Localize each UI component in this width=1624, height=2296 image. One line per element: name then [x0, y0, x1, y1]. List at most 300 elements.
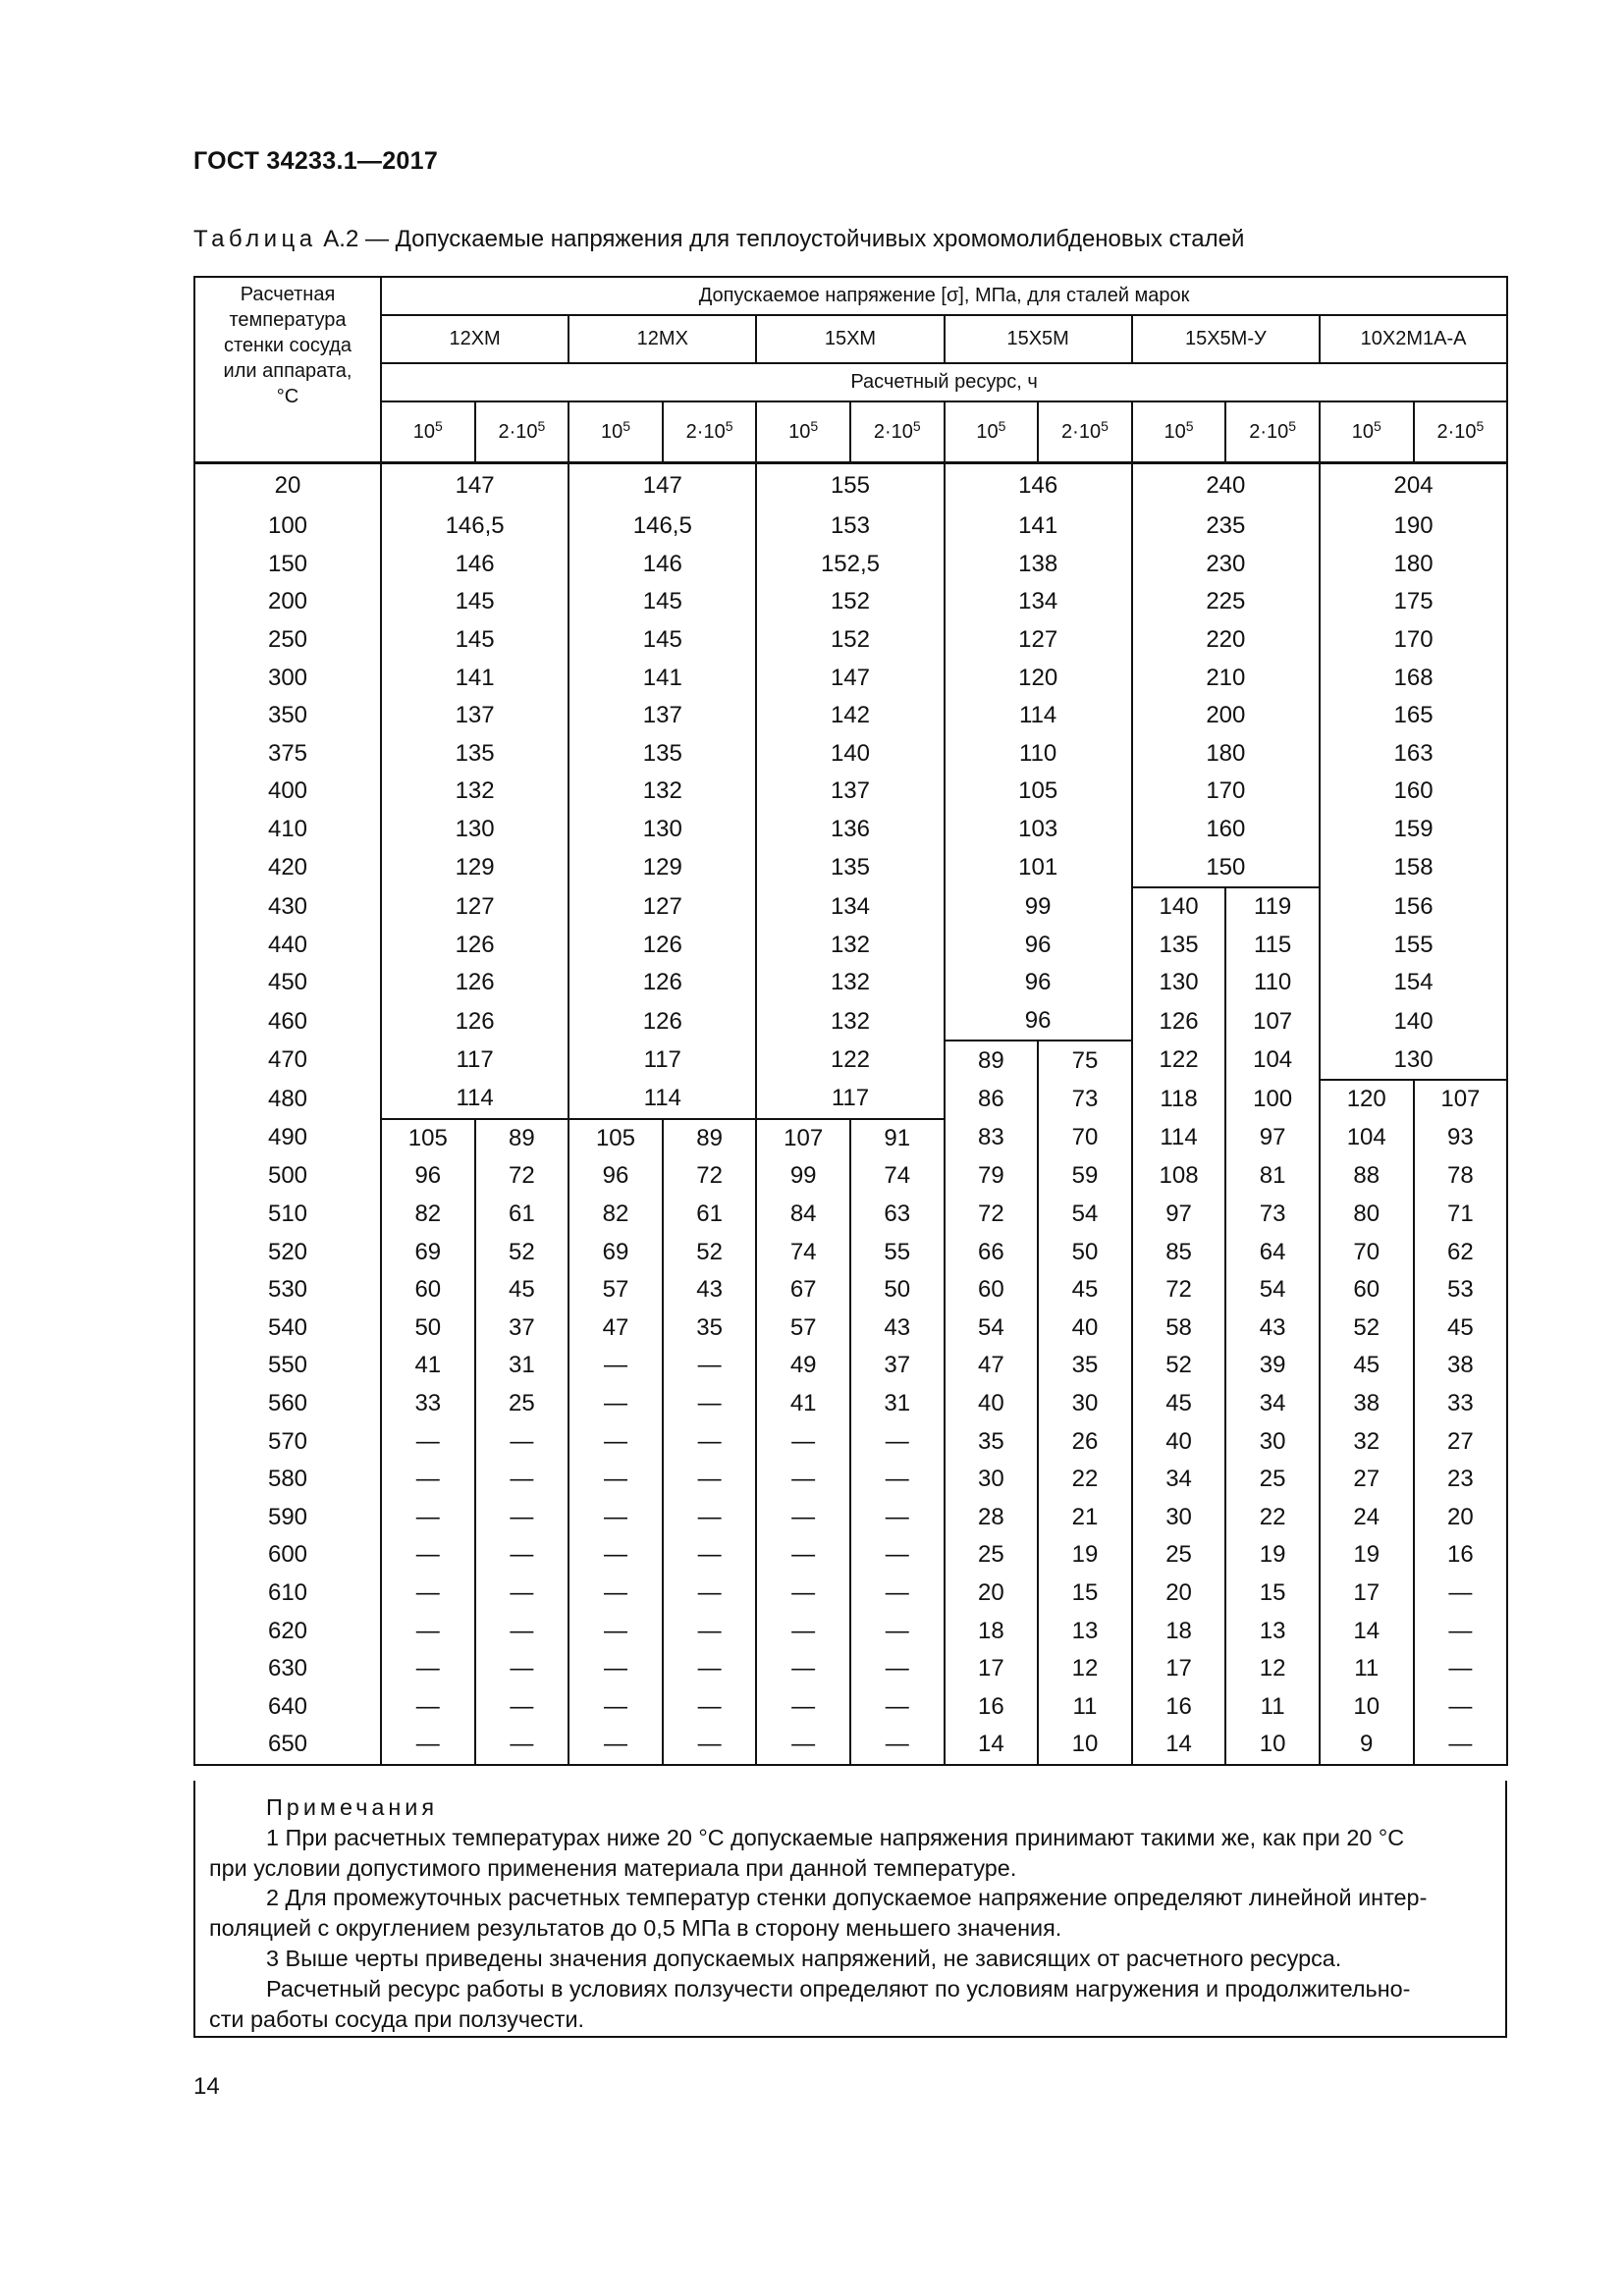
table-row [194, 1385, 1507, 1423]
stress-2e5-cell: — [663, 1461, 757, 1499]
stress-2e5-cell: 45 [1414, 1308, 1508, 1347]
stress-1e5-cell: 60 [945, 1271, 1039, 1309]
stress-1e5-cell: — [568, 1687, 663, 1726]
stress-1e5-cell: 38 [1320, 1385, 1414, 1423]
stress-2e5-cell: 12 [1225, 1650, 1320, 1688]
temperature-cell: 470 [194, 1041, 381, 1080]
stress-2e5-cell: — [850, 1687, 945, 1726]
stress-cell: 135 [381, 735, 568, 774]
stress-2e5-cell: — [663, 1422, 757, 1461]
stress-1e5-cell: 14 [945, 1726, 1039, 1765]
stress-1e5-cell: 72 [945, 1196, 1039, 1234]
temperature-cell: 590 [194, 1498, 381, 1536]
stress-2e5-cell: — [1414, 1575, 1508, 1613]
stress-1e5-cell: — [381, 1612, 475, 1650]
table-row [194, 1002, 1507, 1041]
resource-2e5-header: $2\cdot 10^5$ [1038, 401, 1132, 463]
table-row [194, 1157, 1507, 1196]
resource-1e5-header: $10^5$ [1132, 401, 1226, 463]
stress-cell: 146 [568, 546, 756, 584]
stress-2e5-cell: 91 [850, 1119, 945, 1158]
note-4-line-2: сти работы сосуда при ползучести. [209, 2005, 585, 2032]
stress-2e5-cell: 89 [663, 1119, 757, 1158]
stress-1e5-cell: 135 [1132, 927, 1226, 965]
stress-2e5-cell: — [1414, 1687, 1508, 1726]
stress-2e5-cell: 34 [1225, 1385, 1320, 1423]
temperature-cell: 650 [194, 1726, 381, 1765]
stress-2e5-cell: 93 [1414, 1119, 1508, 1158]
stress-2e5-cell: 22 [1225, 1498, 1320, 1536]
stress-1e5-cell: 97 [1132, 1196, 1226, 1234]
stress-2e5-cell: 73 [1225, 1196, 1320, 1234]
stress-cell: 225 [1132, 583, 1320, 621]
stress-1e5-cell: 104 [1320, 1119, 1414, 1158]
stress-2e5-cell: 39 [1225, 1347, 1320, 1385]
stress-1e5-cell: 49 [756, 1347, 850, 1385]
stress-2e5-cell: 78 [1414, 1157, 1508, 1196]
stress-cell: 141 [381, 659, 568, 697]
stress-cell: 135 [568, 735, 756, 774]
temperature-cell: 150 [194, 546, 381, 584]
stress-1e5-cell: 32 [1320, 1422, 1414, 1461]
stress-cell: 235 [1132, 507, 1320, 546]
stress-cell: 101 [945, 848, 1132, 887]
stress-1e5-cell: 34 [1132, 1461, 1226, 1499]
stress-2e5-cell: — [663, 1612, 757, 1650]
stress-1e5-cell: 105 [568, 1119, 663, 1158]
stress-2e5-cell: 52 [475, 1233, 569, 1271]
stress-1e5-cell: 84 [756, 1196, 850, 1234]
temperature-cell: 410 [194, 811, 381, 849]
stress-cell: 99 [945, 887, 1132, 927]
stress-2e5-cell: 64 [1225, 1233, 1320, 1271]
document-id: ГОСТ 34233.1—2017 [193, 147, 439, 175]
stress-cell: 140 [1320, 1002, 1507, 1041]
stress-2e5-cell: 71 [1414, 1196, 1508, 1234]
stress-2e5-cell: — [663, 1650, 757, 1688]
stress-cell: 230 [1132, 546, 1320, 584]
table-caption [193, 226, 1244, 253]
temp-header-line: Расчетная [240, 284, 336, 305]
stress-2e5-cell: 100 [1225, 1080, 1320, 1119]
stress-1e5-cell: 57 [756, 1308, 850, 1347]
stress-cell: 170 [1320, 621, 1507, 660]
stress-2e5-cell: 45 [475, 1271, 569, 1309]
stress-cell: 130 [568, 811, 756, 849]
stress-cell: 126 [568, 927, 756, 965]
resource-1e5-header: $10^5$ [381, 401, 475, 463]
stress-cell: 146 [381, 546, 568, 584]
stress-1e5-cell: 41 [381, 1347, 475, 1385]
stress-2e5-cell: 27 [1414, 1422, 1508, 1461]
stress-1e5-cell: — [381, 1726, 475, 1765]
stress-1e5-cell: — [568, 1347, 663, 1385]
stress-2e5-cell: 10 [1038, 1726, 1132, 1765]
stress-cell: 142 [756, 697, 944, 735]
stress-2e5-cell: 72 [475, 1157, 569, 1196]
resource-1e5-header: $10^5$ [1320, 401, 1414, 463]
stress-1e5-cell: 47 [568, 1308, 663, 1347]
stress-1e5-cell: 96 [381, 1157, 475, 1196]
stress-1e5-cell: 72 [1132, 1271, 1226, 1309]
stress-2e5-cell: — [850, 1650, 945, 1688]
stress-1e5-cell: 122 [1132, 1041, 1226, 1080]
stress-1e5-cell: 82 [381, 1196, 475, 1234]
stress-1e5-cell: 86 [945, 1080, 1039, 1119]
stress-1e5-cell: 50 [381, 1308, 475, 1347]
stress-2e5-cell: 37 [475, 1308, 569, 1347]
stress-cell: 146 [945, 463, 1132, 508]
stress-2e5-cell: 20 [1414, 1498, 1508, 1536]
table-row [194, 887, 1507, 927]
stress-1e5-cell: — [756, 1650, 850, 1688]
stress-2e5-cell: 15 [1225, 1575, 1320, 1613]
stress-cell: 137 [568, 697, 756, 735]
stress-1e5-cell: 18 [945, 1612, 1039, 1650]
stress-2e5-cell: — [1414, 1726, 1508, 1765]
temperature-cell: 20 [194, 463, 381, 508]
stress-cell: 126 [568, 1002, 756, 1041]
caption-prefix: Таблица [193, 226, 317, 252]
stress-1e5-cell: 82 [568, 1196, 663, 1234]
page-number: 14 [193, 2073, 220, 2100]
stress-2e5-cell: — [475, 1650, 569, 1688]
stress-1e5-cell: 70 [1320, 1233, 1414, 1271]
stress-2e5-cell: — [475, 1687, 569, 1726]
stress-cell: 117 [568, 1041, 756, 1080]
stress-1e5-cell: 79 [945, 1157, 1039, 1196]
temperature-cell: 520 [194, 1233, 381, 1271]
stress-2e5-cell: 37 [850, 1347, 945, 1385]
stress-2e5-cell: 45 [1038, 1271, 1132, 1309]
stress-2e5-cell: 62 [1414, 1233, 1508, 1271]
stress-cell: 147 [568, 463, 756, 508]
stress-2e5-cell: — [663, 1536, 757, 1575]
stress-1e5-cell: — [568, 1612, 663, 1650]
stress-2e5-cell: 73 [1038, 1080, 1132, 1119]
table-row [194, 1119, 1507, 1158]
stress-1e5-cell: 107 [756, 1119, 850, 1158]
table-row [194, 1726, 1507, 1765]
stress-cell: 132 [756, 927, 944, 965]
stress-2e5-cell: 50 [850, 1271, 945, 1309]
table-row [194, 1650, 1507, 1688]
stress-1e5-cell: 80 [1320, 1196, 1414, 1234]
stress-cell: 96 [945, 964, 1132, 1002]
temperature-cell: 460 [194, 1002, 381, 1041]
stress-cell: 132 [756, 964, 944, 1002]
grade-header: 10Х2М1А-А [1320, 315, 1507, 363]
stress-cell: 200 [1132, 697, 1320, 735]
stress-cell: 180 [1132, 735, 1320, 774]
resource-1e5-header: $10^5$ [945, 401, 1039, 463]
stress-1e5-cell: 54 [945, 1308, 1039, 1347]
stress-cell: 114 [568, 1080, 756, 1119]
stress-2e5-cell: 11 [1038, 1687, 1132, 1726]
stress-cell: 127 [381, 887, 568, 927]
stress-cell: 132 [381, 773, 568, 811]
note-1-line-1: 1 При расчетных температурах ниже 20 °С допускаемые напряжения принимают такими же, как при 20 °С [266, 1824, 1405, 1850]
stress-1e5-cell: 17 [1132, 1650, 1226, 1688]
table-row [194, 1461, 1507, 1499]
stress-2e5-cell: — [850, 1461, 945, 1499]
stress-cell: 132 [568, 773, 756, 811]
stress-1e5-cell: 58 [1132, 1308, 1226, 1347]
stress-cell: 141 [945, 507, 1132, 546]
stress-1e5-cell: — [756, 1422, 850, 1461]
stress-1e5-cell: — [568, 1650, 663, 1688]
stress-cell: 110 [945, 735, 1132, 774]
stress-cell: 156 [1320, 887, 1507, 927]
stress-1e5-cell: — [381, 1536, 475, 1575]
table-row [194, 697, 1507, 735]
notes-block [193, 1781, 1507, 2038]
stress-1e5-cell: 17 [945, 1650, 1039, 1688]
stress-1e5-cell: 40 [1132, 1422, 1226, 1461]
stress-2e5-cell: 61 [663, 1196, 757, 1234]
stress-cell: 136 [756, 811, 944, 849]
stress-2e5-cell: — [663, 1347, 757, 1385]
stress-cell: 140 [756, 735, 944, 774]
stress-cell: 152 [756, 621, 944, 660]
table-row [194, 1612, 1507, 1650]
stress-cell: 170 [1132, 773, 1320, 811]
stress-cell: 126 [568, 964, 756, 1002]
stress-1e5-cell: 11 [1320, 1650, 1414, 1688]
stress-cell: 163 [1320, 735, 1507, 774]
temperature-cell: 430 [194, 887, 381, 927]
table-row [194, 735, 1507, 774]
stress-2e5-cell: 52 [663, 1233, 757, 1271]
stress-1e5-cell: 45 [1132, 1385, 1226, 1423]
stress-cell: 117 [381, 1041, 568, 1080]
table-row [194, 848, 1507, 887]
stress-1e5-cell: 114 [1132, 1119, 1226, 1158]
stress-cell: 147 [756, 659, 944, 697]
stress-1e5-cell: 83 [945, 1119, 1039, 1158]
stress-2e5-cell: 97 [1225, 1119, 1320, 1158]
stress-2e5-cell: 104 [1225, 1041, 1320, 1080]
stress-1e5-cell: 85 [1132, 1233, 1226, 1271]
stress-1e5-cell: — [568, 1422, 663, 1461]
stress-2e5-cell: 81 [1225, 1157, 1320, 1196]
stress-cell: 137 [756, 773, 944, 811]
stress-2e5-cell: 72 [663, 1157, 757, 1196]
stress-1e5-cell: 25 [1132, 1536, 1226, 1575]
note-3: 3 Выше черты приведены значения допускаемых напряжений, не зависящих от расчетного ресурса. [266, 1945, 1342, 1971]
temperature-cell: 630 [194, 1650, 381, 1688]
stress-cell: 134 [945, 583, 1132, 621]
table-row [194, 1498, 1507, 1536]
stress-2e5-cell: 74 [850, 1157, 945, 1196]
stress-2e5-cell: 61 [475, 1196, 569, 1234]
stress-2e5-cell: 43 [1225, 1308, 1320, 1347]
stress-2e5-cell: 13 [1038, 1612, 1132, 1650]
stress-cell: 165 [1320, 697, 1507, 735]
stress-2e5-cell: 10 [1225, 1726, 1320, 1765]
stress-2e5-cell: 26 [1038, 1422, 1132, 1461]
resource-2e5-header: $2\cdot 10^5$ [475, 401, 569, 463]
temperature-cell: 490 [194, 1119, 381, 1158]
note-2-line-1: 2 Для промежуточных расчетных температур стенки допускаемое напряжение определяют линейной интер- [266, 1885, 1428, 1911]
table-row [194, 463, 1507, 508]
stress-2e5-cell: 119 [1225, 887, 1320, 927]
table-row [194, 1233, 1507, 1271]
stress-2e5-cell: 54 [1038, 1196, 1132, 1234]
temperature-cell: 300 [194, 659, 381, 697]
stress-1e5-cell: 52 [1132, 1347, 1226, 1385]
stress-1e5-cell: — [568, 1575, 663, 1613]
stress-cell: 145 [381, 583, 568, 621]
stress-2e5-cell: 19 [1038, 1536, 1132, 1575]
stress-1e5-cell: 105 [381, 1119, 475, 1158]
stress-cell: 145 [381, 621, 568, 660]
stress-1e5-cell: 9 [1320, 1726, 1414, 1765]
stress-2e5-cell: — [663, 1726, 757, 1765]
stress-1e5-cell: — [381, 1687, 475, 1726]
stress-2e5-cell: — [663, 1498, 757, 1536]
temperature-cell: 100 [194, 507, 381, 546]
stress-2e5-cell: — [475, 1575, 569, 1613]
stress-1e5-cell: 19 [1320, 1536, 1414, 1575]
stress-1e5-cell: 108 [1132, 1157, 1226, 1196]
stress-2e5-cell: — [850, 1726, 945, 1765]
stress-2e5-cell: — [663, 1687, 757, 1726]
table-row [194, 1041, 1507, 1080]
stress-1e5-cell: — [568, 1536, 663, 1575]
stress-2e5-cell: 25 [1225, 1461, 1320, 1499]
stress-2e5-cell: 16 [1414, 1536, 1508, 1575]
table-row [194, 1575, 1507, 1613]
stress-cell: 204 [1320, 463, 1507, 508]
stress-1e5-cell: 99 [756, 1157, 850, 1196]
table-row [194, 927, 1507, 965]
stress-1e5-cell: 20 [1132, 1575, 1226, 1613]
note-2-line-2: поляцией с округлением результатов до 0,5 МПа в сторону меньшего значения. [209, 1915, 1062, 1942]
stress-1e5-cell: 130 [1132, 964, 1226, 1002]
temperature-cell: 550 [194, 1347, 381, 1385]
temperature-cell: 200 [194, 583, 381, 621]
stress-cell: 130 [381, 811, 568, 849]
stress-1e5-cell: 60 [1320, 1271, 1414, 1309]
stress-1e5-cell: 88 [1320, 1157, 1414, 1196]
stress-2e5-cell: 55 [850, 1233, 945, 1271]
stress-cell: 190 [1320, 507, 1507, 546]
stress-2e5-cell: — [475, 1612, 569, 1650]
temperature-cell: 375 [194, 735, 381, 774]
stress-cell: 96 [945, 927, 1132, 965]
stress-2e5-cell: — [475, 1498, 569, 1536]
stress-1e5-cell: 69 [568, 1233, 663, 1271]
table-row [194, 1536, 1507, 1575]
stress-1e5-cell: 126 [1132, 1002, 1226, 1041]
grade-header: 15Х5М-У [1132, 315, 1320, 363]
stress-cell: 168 [1320, 659, 1507, 697]
resource-header: Расчетный ресурс, ч [381, 363, 1507, 401]
temperature-cell: 450 [194, 964, 381, 1002]
stress-2e5-cell: 107 [1225, 1002, 1320, 1041]
notes-title: Примечания [266, 1794, 439, 1820]
stress-1e5-cell: 69 [381, 1233, 475, 1271]
table-row [194, 1080, 1507, 1119]
temperature-cell: 250 [194, 621, 381, 660]
temperature-cell: 500 [194, 1157, 381, 1196]
stress-1e5-cell: 17 [1320, 1575, 1414, 1613]
stress-2e5-cell: — [475, 1726, 569, 1765]
stress-2e5-cell: — [475, 1461, 569, 1499]
table-row [194, 1196, 1507, 1234]
stress-2e5-cell: 21 [1038, 1498, 1132, 1536]
stress-1e5-cell: — [381, 1575, 475, 1613]
stress-2e5-cell: — [850, 1422, 945, 1461]
stress-1e5-cell: 40 [945, 1385, 1039, 1423]
stress-cell: 146,5 [568, 507, 756, 546]
stress-1e5-cell: 52 [1320, 1308, 1414, 1347]
stress-2e5-cell: 54 [1225, 1271, 1320, 1309]
stress-2e5-cell: — [475, 1422, 569, 1461]
table-row [194, 1687, 1507, 1726]
stress-cell: 154 [1320, 964, 1507, 1002]
stress-1e5-cell: 45 [1320, 1347, 1414, 1385]
stress-1e5-cell: 24 [1320, 1498, 1414, 1536]
temperature-cell: 540 [194, 1308, 381, 1347]
resource-1e5-header: $10^5$ [568, 401, 663, 463]
stress-cell: 158 [1320, 848, 1507, 887]
stress-1e5-cell: 74 [756, 1233, 850, 1271]
stress-cell: 137 [381, 697, 568, 735]
stress-cell: 117 [756, 1080, 944, 1119]
stress-cell: 159 [1320, 811, 1507, 849]
stress-2e5-cell: 15 [1038, 1575, 1132, 1613]
table-row [194, 583, 1507, 621]
stress-2e5-cell: 13 [1225, 1612, 1320, 1650]
table-row [194, 1422, 1507, 1461]
stress-2e5-cell: 11 [1225, 1687, 1320, 1726]
stress-cell: 146,5 [381, 507, 568, 546]
stress-2e5-cell: 43 [663, 1271, 757, 1309]
stress-1e5-cell: 67 [756, 1271, 850, 1309]
stress-cell: 175 [1320, 583, 1507, 621]
stress-1e5-cell: — [381, 1422, 475, 1461]
caption-text: А.2 — Допускаемые напряжения для теплоустойчивых хромомолибденовых сталей [316, 226, 1245, 252]
stress-1e5-cell: 10 [1320, 1687, 1414, 1726]
stress-cell: 127 [945, 621, 1132, 660]
stress-1e5-cell: 118 [1132, 1080, 1226, 1119]
stress-1e5-cell: — [756, 1461, 850, 1499]
stress-cell: 150 [1132, 848, 1320, 887]
temperature-cell: 440 [194, 927, 381, 965]
stress-cell: 155 [1320, 927, 1507, 965]
stress-1e5-cell: — [756, 1498, 850, 1536]
table-row [194, 964, 1507, 1002]
stress-cell: 114 [381, 1080, 568, 1119]
stress-1e5-cell: — [381, 1461, 475, 1499]
stress-1e5-cell: 89 [945, 1041, 1039, 1080]
stress-cell: 145 [568, 621, 756, 660]
stress-1e5-cell: 16 [945, 1687, 1039, 1726]
stress-1e5-cell: 120 [1320, 1080, 1414, 1119]
stress-1e5-cell: 14 [1320, 1612, 1414, 1650]
stress-1e5-cell: 30 [945, 1461, 1039, 1499]
stress-2e5-cell: 53 [1414, 1271, 1508, 1309]
stress-cell: 152 [756, 583, 944, 621]
resource-2e5-header: $2\cdot 10^5$ [1225, 401, 1320, 463]
stress-1e5-cell: — [756, 1612, 850, 1650]
stress-2e5-cell: 59 [1038, 1157, 1132, 1196]
stress-cell: 103 [945, 811, 1132, 849]
stress-2e5-cell: 31 [475, 1347, 569, 1385]
stress-2e5-cell: 110 [1225, 964, 1320, 1002]
